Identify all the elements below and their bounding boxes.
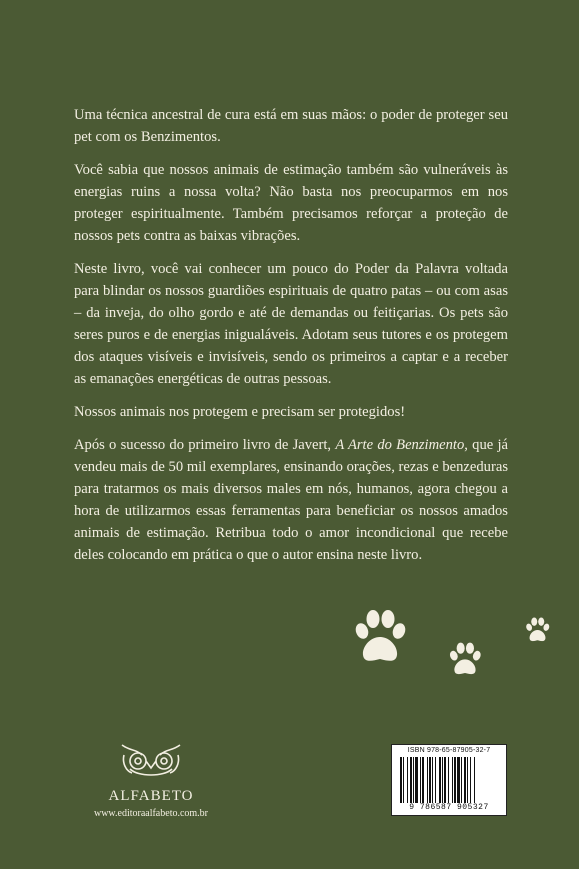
barcode-bar <box>457 757 460 803</box>
barcode-bar <box>442 757 443 803</box>
barcode-bar <box>413 757 414 803</box>
publisher-url: www.editoraalfabeto.com.br <box>93 808 209 819</box>
barcode-bar <box>444 757 446 803</box>
barcode-bar <box>435 757 436 803</box>
barcode-bar <box>407 757 408 803</box>
barcode-bar <box>410 757 412 803</box>
barcode-bar <box>474 757 475 803</box>
paw-print-icon <box>524 617 551 644</box>
barcode-bar <box>429 757 431 803</box>
barcode-bar <box>422 757 424 803</box>
publisher-logo <box>76 741 226 819</box>
author-text-start: Após o sucesso do primeiro livro de Javert, <box>74 437 336 453</box>
publisher-name: ALFABETO <box>108 788 194 804</box>
back-cover-text <box>74 104 508 577</box>
barcode-bar <box>420 757 421 803</box>
barcode-bar <box>454 757 456 803</box>
isbn-label: ISBN 978-65-87905-32-7 <box>407 747 491 754</box>
author-text-end: , que já vendeu mais de 50 mil exemplares, ensinando orações, rezas e benzeduras para tratarmos os mais diversos males em nós, humanos, agora chegou a hora de utilizarmos essas ferramentas para beneficiar os nossos amados animais de estimação. Retribua todo o amor incondicional que recebe deles colocando em prática o que o autor ensina neste livro. <box>74 437 509 563</box>
barcode-bar <box>461 757 462 803</box>
barcode-bar <box>470 757 471 803</box>
barcode-bar <box>427 757 428 803</box>
barcode-bar <box>448 757 449 803</box>
paw-print-icon <box>352 609 408 667</box>
isbn-barcode <box>391 744 507 816</box>
barcode-bars <box>400 757 498 803</box>
barcode-bar <box>403 757 404 803</box>
barcode-bar <box>464 757 466 803</box>
barcode-bar <box>439 757 441 803</box>
owl-logo-icon <box>116 741 186 781</box>
paragraph-book-description: Neste livro, você vai conhecer um pouco do Poder da Palavra voltada para blindar os nossos guardiões espirituais de quatro patas – ou com asas – da inveja, do olho gordo e até de demandas ou feitiçarias. Os pets são seres puros e de energias inigualáveis. Adotam seus tutores e os protegem dos ataques visíveis e invisíveis, sendo os primeiros a captar e a receber as emanações energéticas de outras pessoas. <box>74 261 508 387</box>
barcode-bar <box>400 757 402 803</box>
paragraph-protection: Nossos animais nos protegem e precisam ser protegidos! <box>74 404 406 420</box>
previous-book-title: A Arte do Benzimento <box>335 437 465 453</box>
barcode-bar <box>467 757 468 803</box>
paw-print-icon <box>447 642 483 678</box>
paragraph-question: Você sabia que nossos animais de estimação também são vulneráveis às energias ruins a nossa volta? Não basta nos preocuparmos em nos proteger espiritualmente. Também precisamos reforçar a proteção de nossos pets contra as baixas vibrações. <box>74 162 508 244</box>
barcode-bar <box>415 757 418 803</box>
paragraph-intro: Uma técnica ancestral de cura está em suas mãos: o poder de proteger seu pet com os Benzimentos. <box>74 107 508 145</box>
barcode-bar <box>432 757 433 803</box>
barcode-digits: 9 786587 905327 <box>409 803 489 812</box>
barcode-bar <box>452 757 453 803</box>
paragraph-author <box>74 434 508 566</box>
